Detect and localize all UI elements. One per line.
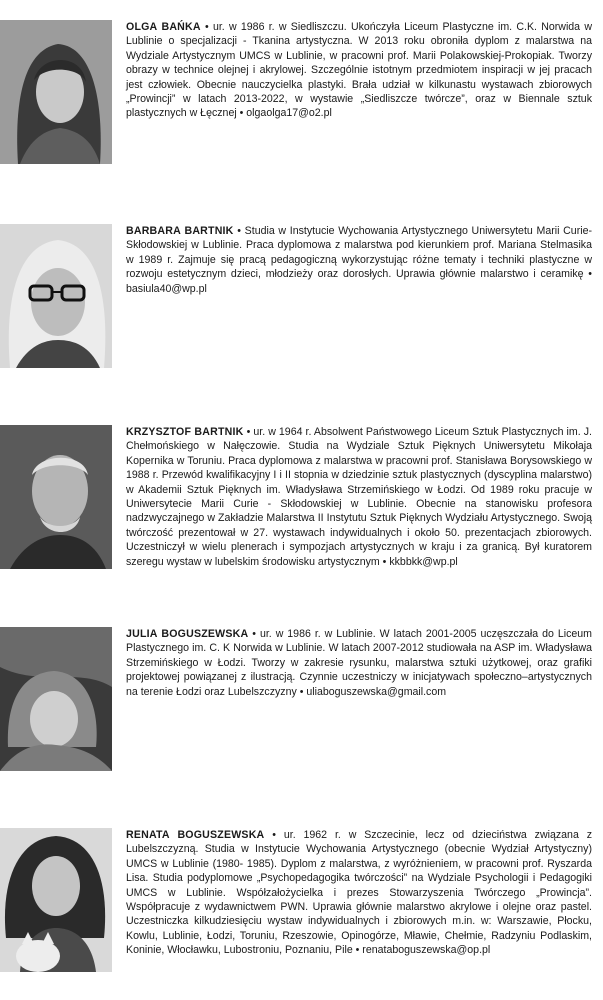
artist-description: • ur. w 1964 r. Absolwent Państwowego Liceum Sztuk Plastycznych im. J. Chełmońskiego w Nałęczowie. Studia na Wydziale Sztuk Pięknych Uniwersytetu Mikołaja Kopernika w Toruniu. Praca dyplomowa z malarstwa w pracowni prof. Stanisława Borysowskiego w 1988 r. Przewód kwalifikacyjny I i II stopnia w dziedzinie sztuk plastycznych (dyscyplina malarstwo) w Akademii Sztuk Pięknych im. Władysława Strzemińskiego w Łodzi. Od 1989 roku pracuje w Uniwersytecie Marii Curie - Skłodowskiej w Lublinie. Obecnie na stanowisku profesora nadzwyczajnego w Zakładzie Malarstwa II Instytutu Sztuk Pięknych Wydziału Artystycznego. Swoją twórczość prezentował w 27. wystawach indywidualnych i około 50. prezentacjach zbiorowych. Uczestniczył w wielu plenerach i sympozjach artystycznych w kraju i za granicą. Był kuratorem szeregu wystaw w lubelskim środowisku artystycznym • kkbbkk@wp.pl — [126, 426, 592, 568]
artist-description: • ur. w 1986 r. w Siedliszczu. Ukończyła Liceum Plastyczne im. C.K. Norwida w Lublinie o specjalizacji - Tkanina artystyczna. W 2013 roku obroniła dyplom z malarstwa na Wydziale Artystycznym UMCS w Lublinie, w pracowni prof. Marii Polakowskiej-Prokopiak. Tworzy obrazy w technice olejnej i akrylowej. Szczególnie istotnym przedmiotem inspiracji w jej pracach jest człowiek. Obecnie nauczycielka plastyki. Brała udział w kilkunastu wystawach zbiorowych „Prowincji” w latach 2013-2022, w wystawie „Siedliszcze twórcze”, oraz w Biennale sztuk plastycznych w Łęcznej • olgaolga17@o2.pl — [126, 21, 592, 120]
artist-bio — [126, 828, 592, 958]
portrait-image — [0, 828, 112, 972]
artist-name: JULIA BOGUSZEWSKA — [126, 628, 249, 640]
portrait-photo — [0, 828, 112, 972]
artist-bio — [126, 20, 592, 121]
artist-bio — [126, 425, 592, 569]
portrait-photo — [0, 224, 112, 368]
artist-description: • ur. 1962 r. w Szczecinie, lecz od dzieciństwa związana z Lubelszczyzną. Studia w Instytucie Wychowania Artystycznego (obecnie Wydział Artystyczny) UMCS w Lublinie (1980- 1985). Dyplom z malarstwa, z wyróżnieniem, w pracowni prof. Ryszarda Lisa. Studia podyplomowe „Psychopedagogika twórczości” na Wydziale Psychologii i Pedagogiki UMCS w Lublinie. Współzałożycielka i prezes Stowarzyszenia Twórczego „Prowincja”. Współpracuje z wydawnictwem PWN. Uprawia głównie malarstwo akrylowe i olejne oraz pastel. Uczestniczka kilkudziesięciu wystaw indywidualnych i zbiorowych m.in. w: Warszawie, Płocku, Kowlu, Lublinie, Łodzi, Toruniu, Rzeszowie, Opinogórze, Mławie, Chełmie, Radzyniu Podlaskim, Koninie, Włocławku, Lubostroniu, Poznaniu, Pile • renataboguszewska@op.pl — [126, 829, 592, 957]
portrait-photo — [0, 627, 112, 771]
portrait-image — [0, 425, 112, 569]
portrait-photo — [0, 425, 112, 569]
artist-name: OLGA BAŃKA — [126, 21, 201, 33]
portrait-image — [0, 20, 112, 164]
portrait-image — [0, 224, 112, 368]
artist-name: RENATA BOGUSZEWSKA — [126, 829, 265, 841]
portrait-photo — [0, 20, 112, 164]
artist-bio — [126, 627, 592, 699]
artist-description: • ur. w 1986 r. w Lublinie. W latach 2001-2005 uczęszczała do Liceum Plastycznego im. C. K Norwida w Lublinie. W latach 2007-2012 studiowała na ASP im. Władysława Strzemińskiego w Łodzi. Tworzy w zakresie rysunku, malarstwa sztuki użytkowej, oraz grafiki projektowej powiązanej z ilustracją. Czynnie uczestniczy w inicjatywach społeczno–artystycznych na terenie Łodzi oraz Lubelszczyzny • uliaboguszewska@gmail.com — [126, 628, 593, 698]
artist-name: BARBARA BARTNIK — [126, 225, 234, 237]
artist-name: KRZYSZTOF BARTNIK — [126, 426, 244, 438]
artist-description: • Studia w Instytucie Wychowania Artystycznego Uniwersytetu Marii Curie-Skłodowskiej w Lublinie. Praca dyplomowa z malarstwa pod kierunkiem prof. Mariana Stelmasika w 1989 r. Zajmuje się pracą pedagogiczną wykorzystując różne tematy i techniki plastyczne w rozwoju estetycznym dzieci, młodzieży oraz dorosłych. Uprawia głównie malarstwo i ceramikę • basiula40@wp.pl — [126, 225, 592, 295]
portrait-image — [0, 627, 112, 771]
artist-bio — [126, 224, 592, 296]
